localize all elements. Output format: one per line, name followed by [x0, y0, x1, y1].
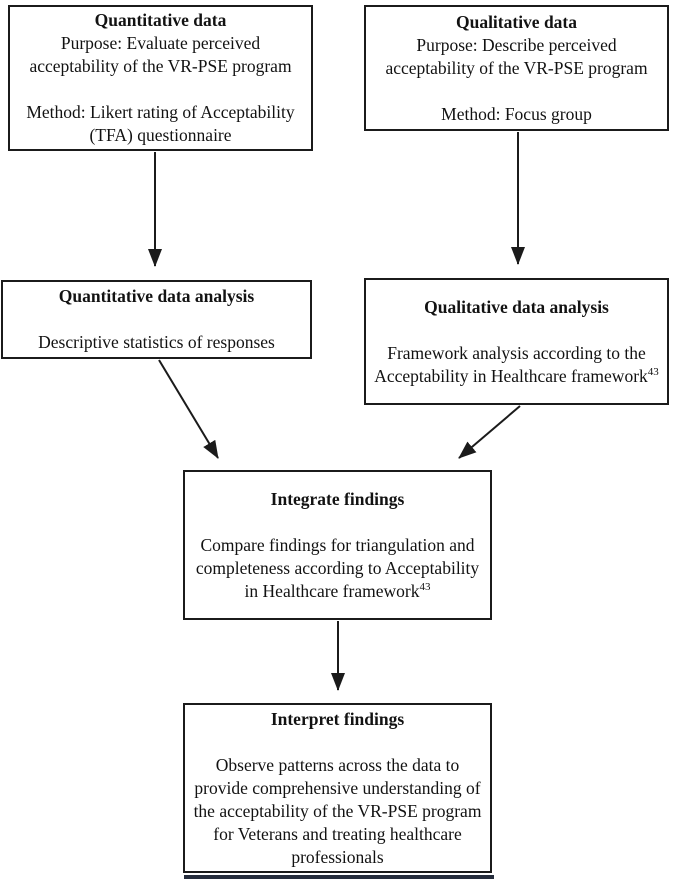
qualitative-data-purpose: Purpose: Describe perceived acceptability of the VR-PSE program [385, 34, 648, 78]
integrate-findings-title: Integrate findings [270, 488, 405, 509]
interpret-findings-title: Interpret findings [270, 708, 405, 729]
bottom-edge-bar [184, 875, 494, 879]
quantitative-data-box [8, 5, 313, 151]
quantitative-analysis-body: Descriptive statistics of responses [38, 332, 275, 352]
qualitative-analysis-title: Qualitative data analysis [424, 296, 609, 317]
arrow-qual-analysis-to-integrate [459, 406, 520, 458]
qualitative-data-method: Method: Focus group [441, 103, 592, 124]
integrate-findings-box [183, 470, 492, 620]
quantitative-data-title: Quantitative data [94, 10, 227, 30]
quantitative-analysis-box [1, 280, 312, 359]
interpret-findings-body: Observe patterns across the data to provide comprehensive understanding of the acceptability of the VR-PSE program for Veterans and treating healthcare professionals [193, 754, 482, 867]
interpret-findings-box [183, 703, 492, 873]
citation-superscript: 43 [419, 580, 431, 593]
integrate-findings-body: Compare findings for triangulation and completeness according to Acceptability in Healthcare framework$^{43}$ [195, 534, 480, 601]
quantitative-data-purpose: Purpose: Evaluate perceived acceptability of the VR-PSE program [29, 33, 292, 76]
qualitative-analysis-body: Framework analysis according to the Acceptability in Healthcare framework$^{43}$ [374, 342, 659, 386]
citation-superscript: 43 [647, 365, 659, 378]
qualitative-data-title: Qualitative data [455, 11, 578, 32]
quantitative-analysis-title: Quantitative data analysis [58, 286, 255, 306]
qualitative-data-box [364, 5, 669, 131]
qualitative-analysis-box [364, 278, 669, 405]
arrow-quant-analysis-to-integrate [159, 360, 218, 458]
quantitative-data-method: Method: Likert rating of Acceptability (TFA) questionnaire [26, 102, 295, 145]
